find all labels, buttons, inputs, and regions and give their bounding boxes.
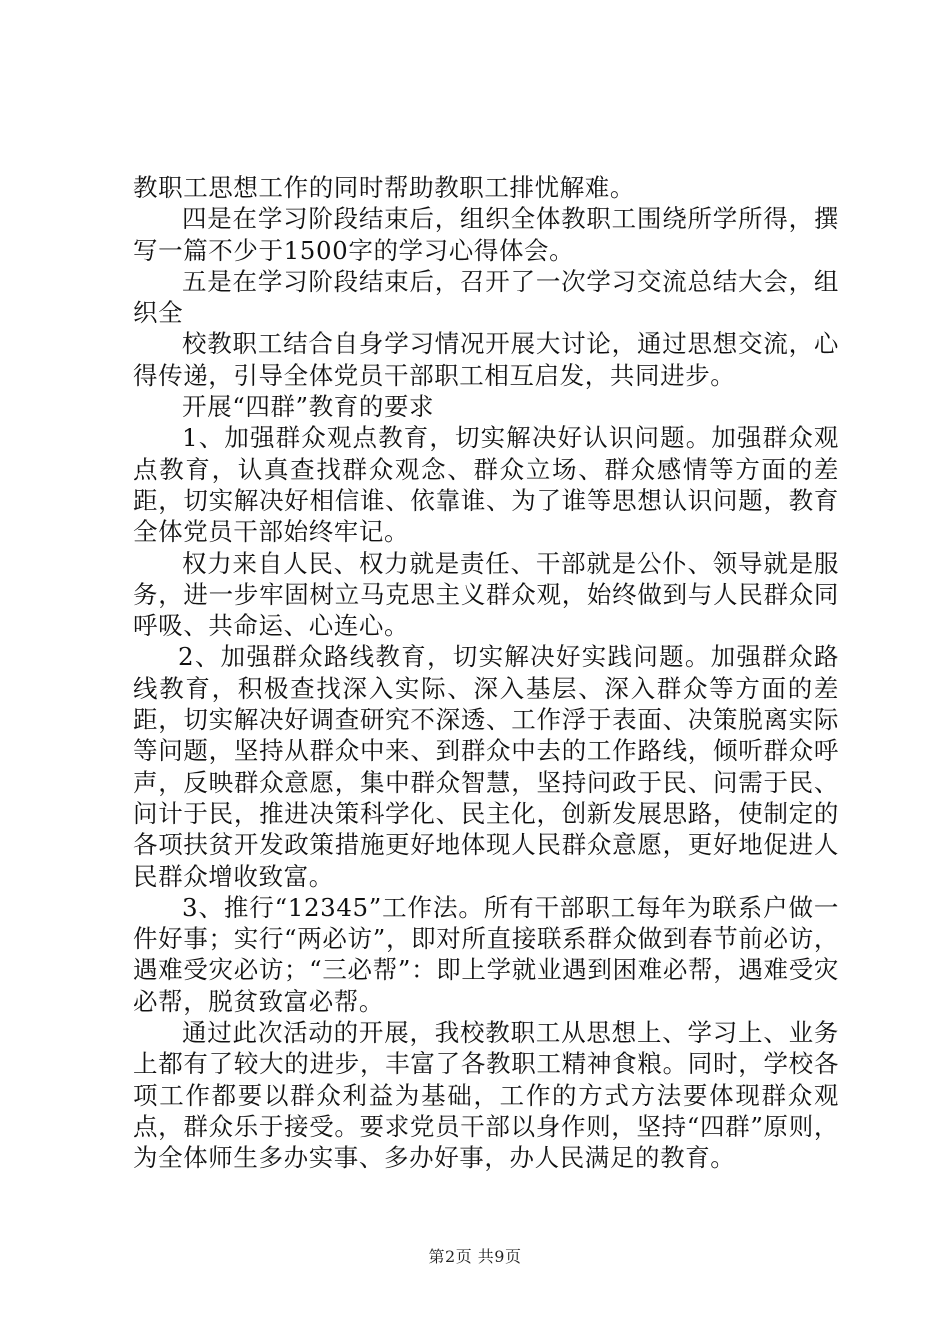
paragraph-requirement-2: 2、加强群众路线教育，切实解决好实践问题。加强群众路线教育，积极查找深入实际、深入基层、深入群众等方面的差距，切实解决好调查研究不深透、工作浮于表面、决策脱离实际等问题，坚持从群众中来、到群众中去的工作路线，倾听群众呼声，反映群众意愿，集中群众智慧，坚持问政于民、问需于民、问计于民，推进决策科学化、民主化，创新发展思路，使制定的各项扶贫开发政策措施更好地体现人民群众意愿，更好地促进人民群众增收致富。	[133, 642, 839, 891]
paragraph-item-four: 四是在学习阶段结束后，组织全体教职工围绕所学所得，撰写一篇不少于1500字的学习心得体会。	[133, 204, 839, 265]
page-number-footer: 第2页 共9页	[428, 1247, 522, 1266]
paragraph-item-five: 五是在学习阶段结束后，召开了一次学习交流总结大会，组织全	[133, 266, 839, 328]
paragraph-item-five-continued: 校教职工结合自身学习情况开展大讨论，通过思想交流，心得传递，引导全体党员干部职工相互启发，共同进步。	[133, 329, 839, 390]
section-heading: 开展“四群”教育的要求	[182, 392, 435, 422]
paragraph-continuation: 教职工思想工作的同时帮助教职工排忧解难。	[133, 173, 635, 202]
document-body	[133, 172, 839, 1174]
paragraph-requirement-3: 3、推行“12345”工作法。所有干部职工每年为联系户做一件好事；实行“两必访”，即对所直接联系群众做到春节前必访，遇难受灾必访；“三必帮”：即上学就业遇到困难必帮，遇难受灾必帮，脱贫致富必帮。	[133, 892, 839, 1016]
paragraph-requirement-1-continued: 权力来自人民、权力就是责任、干部就是公仆、领导就是服务，进一步牢固树立马克思主义群众观，始终做到与人民群众同呼吸、共命运、心连心。	[133, 548, 839, 641]
paragraph-requirement-1: 1、加强群众观点教育，切实解决好认识问题。加强群众观点教育，认真查找群众观念、群众立场、群众感情等方面的差距，切实解决好相信谁、依靠谁、为了谁等思想认识问题，教育全体党员干部始终牢记。	[133, 423, 839, 547]
paragraph-conclusion: 通过此次活动的开展，我校教职工从思想上、学习上、业务上都有了较大的进步，丰富了各教职工精神食粮。同时，学校各项工作都要以群众利益为基础，工作的方式方法要体现群众观点，群众乐于接受。要求党员干部以身作则，坚持“四群”原则，为全体师生多办实事、多办好事，办人民满足的教育。	[133, 1018, 839, 1173]
